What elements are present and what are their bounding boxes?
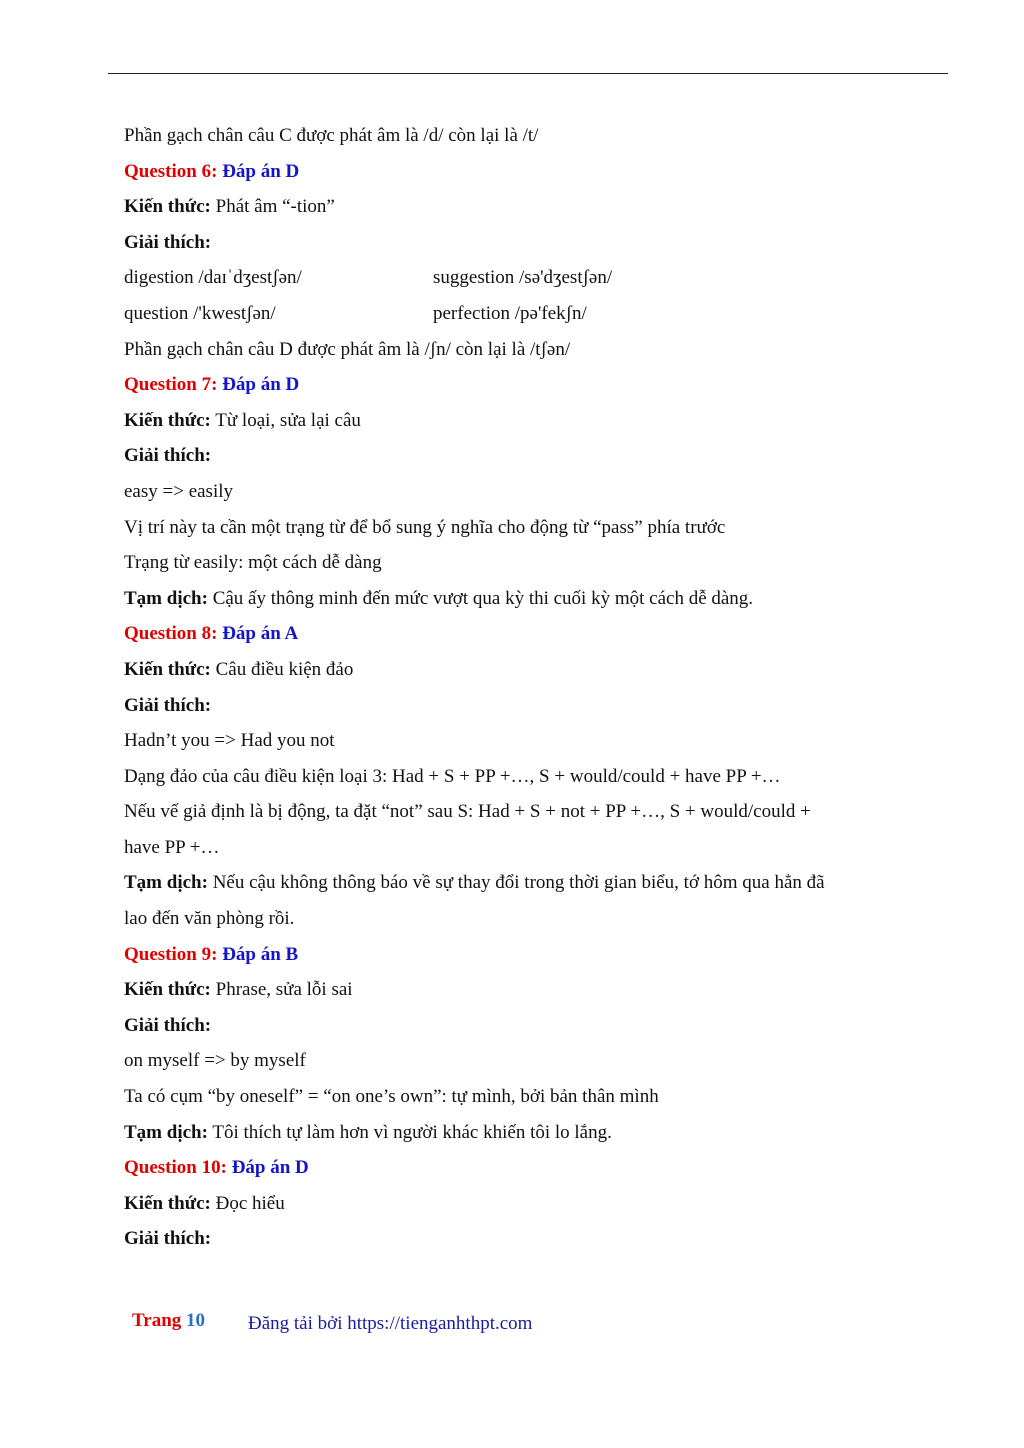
translation-line xyxy=(124,1115,924,1151)
question-label: Question 6: xyxy=(124,160,223,182)
explanation-label: Giải thích: xyxy=(124,1014,212,1036)
question-label: Question 7: xyxy=(124,374,223,396)
knowledge-text: Đọc hiểu xyxy=(210,1192,285,1214)
text-line: Dạng đảo của câu điều kiện loại 3: Had + S + PP +…, S + would/could + have PP +… xyxy=(124,765,781,787)
answer-label: Đáp án D xyxy=(222,374,300,396)
knowledge-line xyxy=(124,652,924,688)
question-6-heading xyxy=(124,154,924,190)
text-line: have PP +… xyxy=(124,836,220,858)
text-line: Nếu vế giả định là bị động, ta đặt “not” sau S: Had + S + not + PP +…, S + would/could + xyxy=(124,801,811,823)
header-rule xyxy=(108,73,948,74)
translation-continuation: lao đến văn phòng rồi. xyxy=(124,908,295,930)
text-line: Hadn’t you => Had you not xyxy=(124,730,335,752)
knowledge-label: Kiến thức: xyxy=(124,196,211,218)
knowledge-label: Kiến thức: xyxy=(124,1192,211,1214)
knowledge-line xyxy=(124,972,924,1008)
answer-label: Đáp án A xyxy=(222,623,299,645)
uploaded-by-link[interactable]: Đăng tải bởi https://tienganhthpt.com xyxy=(248,1313,533,1334)
translation-text: Cậu ấy thông minh đến mức vượt qua kỳ thi cuối kỳ một cách dễ dàng. xyxy=(207,587,754,609)
translation-label: Tạm dịch: xyxy=(124,1121,208,1143)
explanation-label: Giải thích: xyxy=(124,231,212,253)
question-label: Question 8: xyxy=(124,623,223,645)
explanation-label: Giải thích: xyxy=(124,694,212,716)
translation-label: Tạm dịch: xyxy=(124,587,208,609)
question-label: Question 9: xyxy=(124,943,223,965)
answer-label: Đáp án D xyxy=(222,160,300,182)
word-row xyxy=(124,260,924,296)
word-row xyxy=(124,296,924,332)
answer-label: Đáp án D xyxy=(231,1157,309,1179)
text-line: Phần gạch chân câu D được phát âm là /ʃn/ còn lại là /tʃən/ xyxy=(124,338,571,360)
knowledge-text: Phrase, sửa lỗi sai xyxy=(210,979,353,1001)
word-perfection: perfection /pə'fekʃn/ xyxy=(433,302,587,324)
word-digestion: digestion /daɪˈdʒestʃən/ xyxy=(124,267,302,289)
knowledge-text: Từ loại, sửa lại câu xyxy=(210,409,361,431)
question-label: Question 10: xyxy=(124,1157,232,1179)
translation-label: Tạm dịch: xyxy=(124,872,208,894)
page-body xyxy=(124,118,924,1257)
knowledge-label: Kiến thức: xyxy=(124,979,211,1001)
knowledge-line xyxy=(124,1186,924,1222)
translation-text: Nếu cậu không thông báo về sự thay đổi trong thời gian biểu, tớ hôm qua hẳn đã xyxy=(207,872,825,894)
word-question: question /'kwestʃən/ xyxy=(124,302,276,324)
text-line: on myself => by myself xyxy=(124,1050,306,1072)
explanation-label: Giải thích: xyxy=(124,1228,212,1250)
knowledge-text: Câu điều kiện đảo xyxy=(210,658,354,680)
text-line: easy => easily xyxy=(124,480,234,502)
page-word: Trang xyxy=(132,1310,182,1331)
translation-line xyxy=(124,865,924,901)
text-line: Vị trí này ta cần một trạng từ để bổ sung ý nghĩa cho động từ “pass” phía trước xyxy=(124,516,726,538)
word-suggestion: suggestion /sə'dʒestʃən/ xyxy=(433,267,613,289)
translation-text: Tôi thích tự làm hơn vì người khác khiến tôi lo lắng. xyxy=(207,1121,612,1143)
text-line: Ta có cụm “by oneself” = “on one’s own”: tự mình, bởi bản thân mình xyxy=(124,1086,659,1108)
knowledge-label: Kiến thức: xyxy=(124,658,211,680)
knowledge-label: Kiến thức: xyxy=(124,409,211,431)
translation-line xyxy=(124,581,924,617)
knowledge-text: Phát âm “-tion” xyxy=(210,196,335,218)
knowledge-line xyxy=(124,189,924,225)
text-line: Phần gạch chân câu C được phát âm là /d/ còn lại là /t/ xyxy=(124,125,539,146)
page-footer xyxy=(132,1310,533,1334)
question-7-heading xyxy=(124,367,924,403)
knowledge-line xyxy=(124,403,924,439)
explanation-label: Giải thích: xyxy=(124,445,212,467)
question-10-heading xyxy=(124,1150,924,1186)
question-8-heading xyxy=(124,616,924,652)
question-9-heading xyxy=(124,937,924,973)
page-number: 10 xyxy=(186,1310,206,1331)
text-line: Trạng từ easily: một cách dễ dàng xyxy=(124,552,382,574)
answer-label: Đáp án B xyxy=(222,943,299,965)
